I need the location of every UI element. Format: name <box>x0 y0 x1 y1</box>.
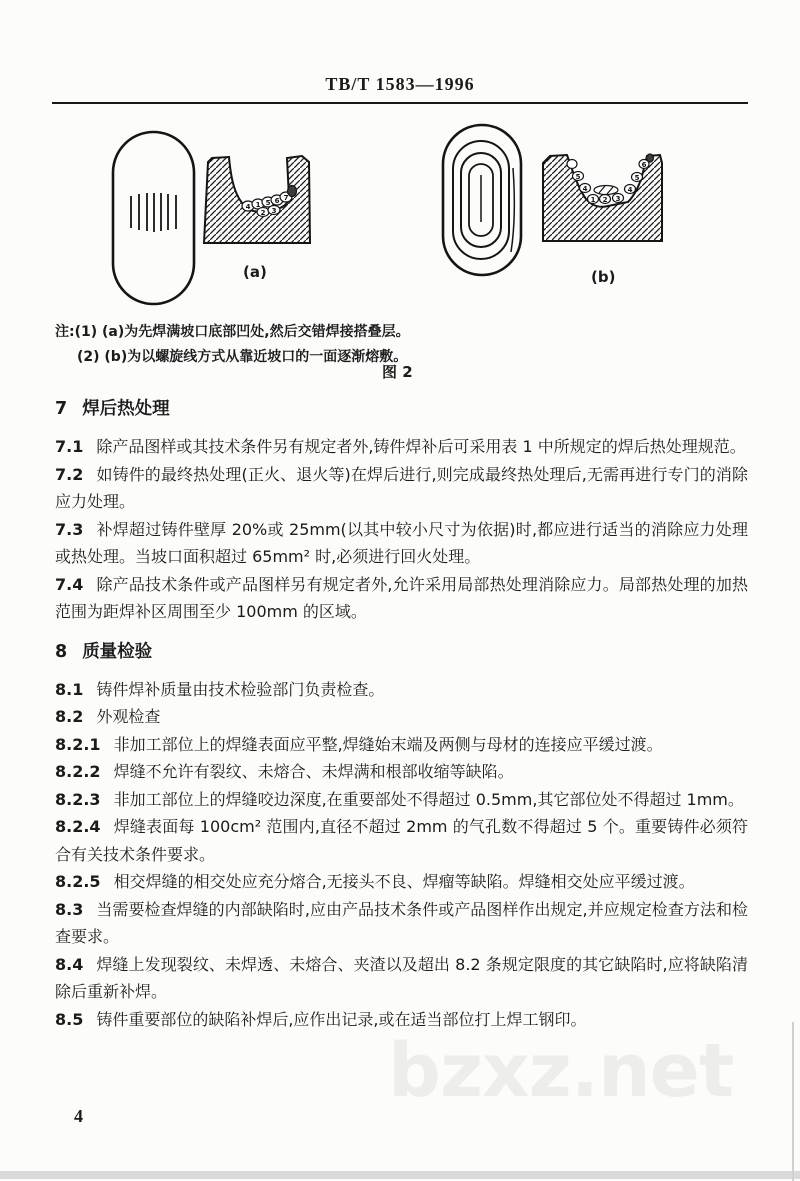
bead-number: 4 <box>582 185 588 193</box>
section-number: 8 <box>55 641 68 662</box>
bead-number: 5 <box>634 174 640 182</box>
bead-number: 3 <box>615 195 621 203</box>
clause-7-2 <box>55 461 748 516</box>
section-title: 焊后热处理 <box>82 399 170 419</box>
clause-number: 8.4 <box>55 954 84 974</box>
clause-8-1 <box>55 676 748 704</box>
bead-number: 7 <box>283 194 289 202</box>
clause-number: 7.3 <box>55 519 84 539</box>
clause-text: 非加工部位上的焊缝表面应平整,焊缝始末端及两侧与母材的连接应平缓过渡。 <box>113 734 663 754</box>
clause-text: 焊缝上发现裂纹、未焊透、未熔合、夹渣以及超出 8.2 条规定限度的其它缺陷时,应将缺陷清除后重新补焊。 <box>55 954 748 1001</box>
clause-text: 当需要检查焊缝的内部缺陷时,应由产品技术条件或产品图样作出规定,并应规定检查方法和检查要求。 <box>55 899 748 946</box>
clause-8-2-5 <box>55 868 748 896</box>
figure-note-2: (2) (b)为以螺旋线方式从靠近坡口的一面逐渐熔敷。 <box>77 349 408 365</box>
page-number: 4 <box>74 1106 83 1126</box>
section-7-heading <box>55 398 748 420</box>
figure-b-cross-section <box>543 154 662 241</box>
clause-8-2 <box>55 703 748 731</box>
clause-text: 如铸件的最终热处理(正火、退火等)在焊后进行,则完成最终热处理后,无需再进行专门的消除应力处理。 <box>55 464 748 511</box>
bead-number: 4 <box>245 203 251 211</box>
clause-text: 外观检查 <box>96 707 161 726</box>
figure-note-1: 注:(1) (a)为先焊满坡口底部凹处,然后交错焊接搭叠层。 <box>55 324 410 340</box>
clause-7-1 <box>55 433 748 461</box>
bead-number: 5 <box>575 173 581 181</box>
clause-number: 8.3 <box>55 899 84 919</box>
figure-notes <box>55 320 410 370</box>
figure-caption: 图 2 <box>382 363 413 381</box>
bead-number: 4 <box>627 186 633 194</box>
bead-number: 6 <box>641 161 647 169</box>
figure-a-cross-section <box>204 156 310 243</box>
clause-number: 8.2.1 <box>55 734 101 754</box>
clause-text: 焊缝表面每 100cm² 范围内,直径不超过 2mm 的气孔数不得超过 5 个。重要铸件必须符合有关技术条件要求。 <box>55 817 748 864</box>
clause-8-2-2 <box>55 758 748 786</box>
clause-text: 铸件焊补质量由技术检验部门负责检查。 <box>96 679 385 699</box>
bead-number: 1 <box>590 196 596 204</box>
bead-number: 3 <box>271 207 277 215</box>
clause-7-3 <box>55 516 748 571</box>
clause-text: 补焊超过铸件壁厚 20%或 25mm(以其中较小尺寸为依据)时,都应进行适当的消除应力处理或热处理。当坡口面积超过 65mm² 时,必须进行回火处理。 <box>55 519 748 566</box>
section-title: 质量检验 <box>82 641 153 662</box>
clause-number: 8.1 <box>55 679 84 699</box>
bead-number: 2 <box>602 196 608 204</box>
clause-text: 铸件重要部位的缺陷补焊后,应作出记录,或在适当部位打上焊工钢印。 <box>96 1009 587 1029</box>
clause-number: 7.4 <box>55 574 84 594</box>
bead-number: 6 <box>274 197 280 205</box>
clause-number: 8.5 <box>55 1009 84 1029</box>
scan-right-edge <box>792 1022 794 1181</box>
standard-number-header: TB/T 1583—1996 <box>325 74 475 94</box>
figure-a-plan-view <box>113 132 194 304</box>
clause-number: 8.2.4 <box>55 817 101 836</box>
clause-text: 焊缝不允许有裂纹、未熔合、未焊满和根部收缩等缺陷。 <box>113 762 514 781</box>
clause-7-4 <box>55 571 748 626</box>
figure-2-drawing <box>0 0 800 320</box>
clause-text: 相交焊缝的相交处应充分熔合,无接头不良、焊瘤等缺陷。焊缝相交处应平缓过渡。 <box>113 872 695 891</box>
clause-text: 除产品技术条件或产品图样另有规定者外,允许采用局部热处理消除应力。局部热处理的加热范围为距焊补区周围至少 100mm 的区域。 <box>55 574 748 621</box>
document-body <box>55 398 748 1033</box>
clause-number: 7.2 <box>55 464 84 484</box>
scan-bottom-edge <box>0 1171 800 1179</box>
clause-number: 8.2.5 <box>55 872 101 891</box>
clause-number: 8.2.2 <box>55 762 101 781</box>
clause-8-4 <box>55 951 748 1006</box>
clause-8-3 <box>55 896 748 951</box>
clause-text: 非加工部位上的焊缝咬边深度,在重要部处不得超过 0.5mm,其它部位处不得超过 1mm。 <box>113 789 744 809</box>
bead-number: 2 <box>260 209 266 217</box>
clause-8-2-4 <box>55 813 748 868</box>
figure-b-label: (b) <box>591 268 616 286</box>
bead-number: 5 <box>265 199 271 207</box>
clause-number: 7.1 <box>55 437 84 456</box>
figure-a-label: (a) <box>243 263 267 281</box>
clause-8-5 <box>55 1006 748 1034</box>
section-8-heading <box>55 641 748 663</box>
site-watermark: bzxz.net <box>388 1028 734 1114</box>
clause-text: 除产品图样或其技术条件另有规定者外,铸件焊补后可采用表 1 中所规定的焊后热处理规范。 <box>96 437 746 456</box>
section-number: 7 <box>55 399 68 419</box>
clause-8-2-3 <box>55 786 748 814</box>
figure-b-plan-view <box>443 125 521 275</box>
clause-number: 8.2 <box>55 707 84 726</box>
bead-number: 1 <box>255 201 261 209</box>
clause-number: 8.2.3 <box>55 789 101 809</box>
clause-8-2-1 <box>55 731 748 759</box>
